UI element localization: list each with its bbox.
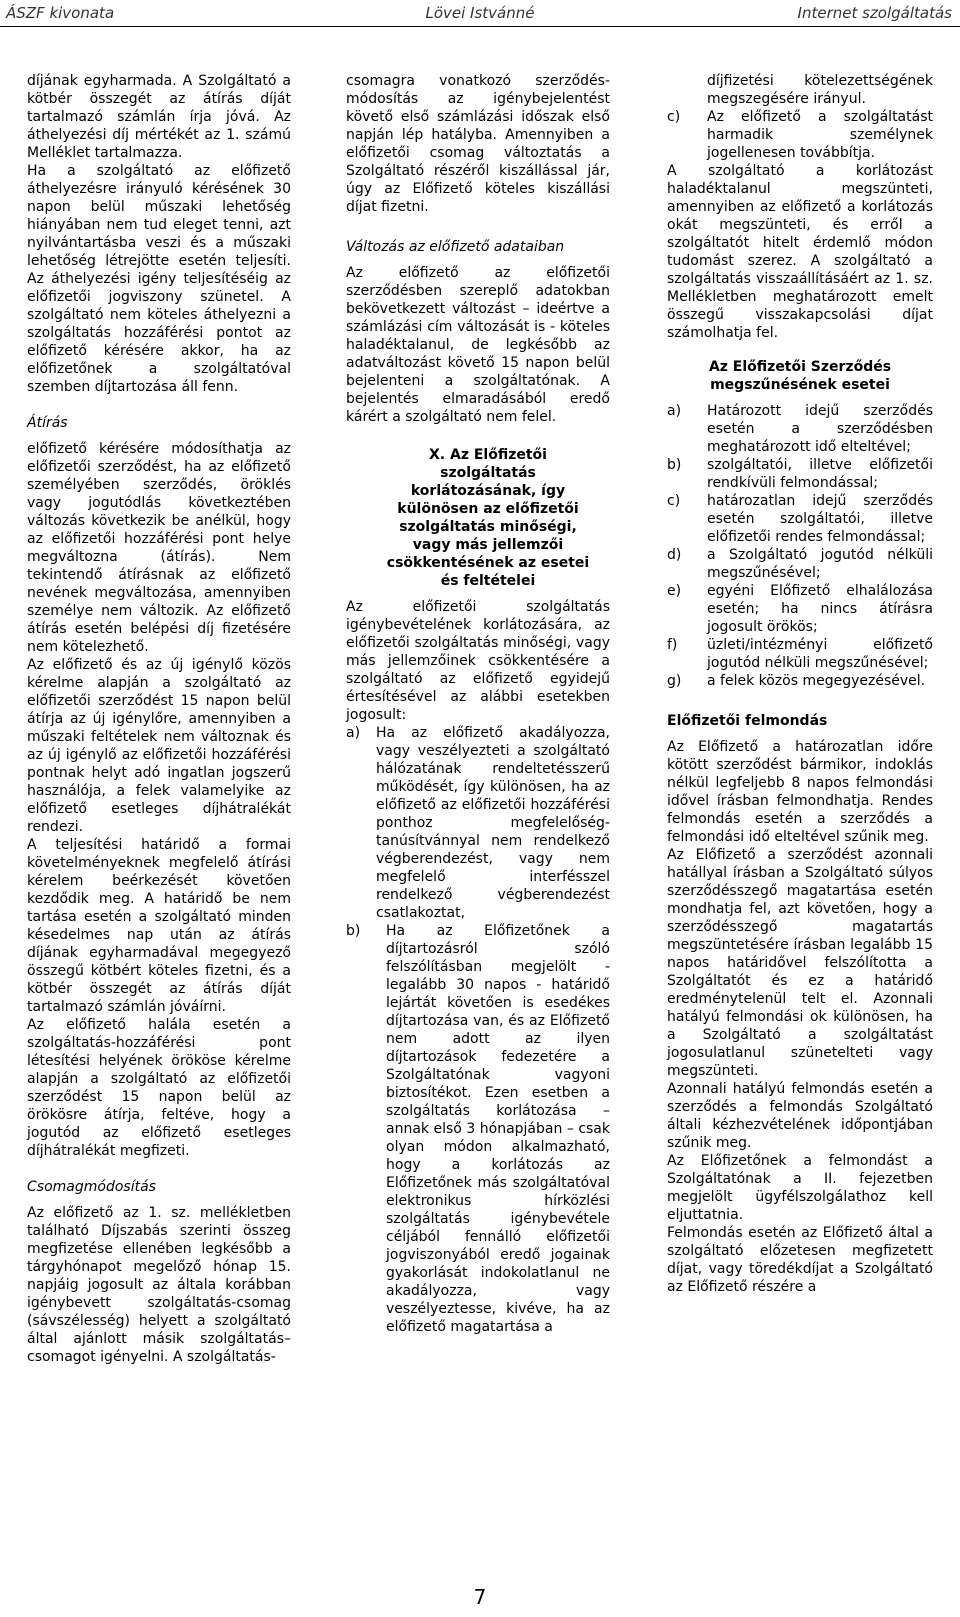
list-marker: c) <box>667 109 681 125</box>
list-item <box>667 546 933 582</box>
list-text: üzleti/intézményi előfizető jogutód nélküli megszűnésével; <box>707 637 933 671</box>
list-item <box>667 582 933 636</box>
list-marker: a) <box>346 725 361 741</box>
list-text: szolgáltatói, illetve előfizetői rendkívüli felmondással; <box>707 457 933 491</box>
paragraph: Az előfizetői szolgáltatás igénybevételének korlátozására, az előfizetői szolgáltatás minőségi, vagy más jellemzőinek csökkentésére a szolgáltató az előfizető egyidejű értesítésével az alábbi esetekben jogosult: <box>346 599 610 723</box>
paragraph: Ha a szolgáltató az előfizető áthelyezésre irányuló kérésének 30 napon belül műszaki lehetőség hiányában nem tud eleget tenni, azt nyilvántartásba veszi és a műszaki lehetőség létrejötte esetén teljesíti. Az áthelyezési igény teljesítéséig az előfizetői jogviszony szünetel. A szolgáltató nem köteles áthelyezni a szolgáltatás hozzáférési pontot az előfizető kérésére akkor, ha az előfizetőnek a szolgáltatóval szemben díjtartozása áll fenn. <box>27 163 291 395</box>
paragraph: Az előfizető az előfizetői szerződésben szereplő adatokban bekövetkezett változást – ideértve a számlázási cím változását is - köteles haladéktalanul, de legkésőbb az adatváltozást követő 15 napon belül bejelenteni a szolgáltatónak. A bejelentés elmaradásából eredő kárért a szolgáltató nem felel. <box>346 265 610 425</box>
section-heading-megszunes: Az Előfizetői Szerződés megszűnésének esetei <box>708 359 892 393</box>
list-text: egyéni Előfizető elhalálozása esetén; ha nincs átírásra jogosult örökös; <box>707 583 933 635</box>
paragraph: csomagra vonatkozó szerződés-módosítás az igénybejelentést követő első számlázási időszak első napján lép hatályba. Amennyiben a előfizetői csomag változtatás a Szolgáltató részéről kiszállással jár, úgy az Előfizető köteles kiszállási díjat fizetni. <box>346 73 610 215</box>
section-title-atiras: Átírás <box>27 415 68 431</box>
list-marker: a) <box>667 403 682 419</box>
paragraph: A teljesítési határidő a formai követelményeknek megfelelő átírási kérelem beérkezését követően kezdődik meg. A határidő be nem tartása esetén a szolgáltató minden késedelmes nap után az átírás díjának egyharmadával megegyező összegű kötbért köteles fizetni, és a kötbér összegét az átírás díját tartalmazó számlán jóváírni. <box>27 837 291 1015</box>
list-text: Határozott idejű szerződés esetén a szerződésben meghatározott idő elteltével; <box>707 403 933 455</box>
list-marker: b) <box>346 923 361 939</box>
paragraph: Az előfizető az 1. sz. mellékletben található Díjszabás szerinti összeg megfizetése ellenében legkésőbb a tárgyhónapot megelőző hónap 15. napjáig jogosult az általa korábban igénybevett szolgáltatás-csomag (sávszélesség) helyett a szolgáltató által ajánlott másik szolgáltatás–csomagot igényelni. A szolgáltatás- <box>27 1205 291 1365</box>
list-item <box>667 672 933 690</box>
list-text: Ha az Előfizetőnek a díjtartozásról szóló felszólításban megjelölt - legalább 30 napos - határidő lejártát követően is esedékes díjtartozása van, és az Előfizető nem adott az ilyen díjtartozások fedezetére a Szolgáltatónak vagyoni biztosítékot. Ezen esetben a szolgáltatás korlátozása – annak első 3 hónapjában – csak olyan módon alkalmazható, hogy a korlátozás az Előfizetőnek más szolgáltatóval elektronikus hírközlési szolgáltatás igénybevétele céljából fennálló előfizetői jogviszonyából eredő jogainak gyakorlását indokolatlanul ne akadályozza, vagy veszélyeztesse, kivéve, ha az előfizető magatartása a <box>386 923 610 1335</box>
list-item <box>667 456 933 492</box>
column-3 <box>667 72 933 1296</box>
header-service: Internet szolgáltatás <box>797 4 952 22</box>
list-item <box>667 402 933 456</box>
paragraph: előfizető kérésére módosíthatja az előfizetői szerződést, ha az előfizető személyében szerződés, öröklés vagy jogutódlás következtében változás következik be anélkül, hogy az előfizetői hozzáférési pont helye megváltozna (átírás). Nem tekintendő átírásnak az előfizető nevének megváltozása, amennyiben személye nem változik. Az előfizető átírás esetén belépési díj fizetésére nem kötelezhető. <box>27 441 291 655</box>
list-text: a felek közös megegyezésével. <box>707 673 926 689</box>
list-text: határozatlan idejű szerződés esetén szolgáltatói, illetve előfizetői rendes felmondással; <box>707 493 933 545</box>
list-text: a Szolgáltató jogutód nélküli megszűnésével; <box>707 547 933 581</box>
list-item <box>346 922 610 1336</box>
section-title-felmondas: Előfizetői felmondás <box>667 713 828 729</box>
paragraph: Az Előfizető a határozatlan időre kötött szerződést bármikor, indoklás nélkül legfeljebb 8 napos felmondási idővel írásban felmondhatja. Rendes felmondás esetén a szerződés a felmondási idő elteltével szűnik meg. <box>667 739 933 845</box>
section-title-csomagmodositas: Csomagmódosítás <box>27 1179 156 1195</box>
list-marker: b) <box>667 457 682 473</box>
column-2 <box>346 72 610 1336</box>
page-header <box>0 0 960 27</box>
paragraph: Felmondás esetén az Előfizető által a szolgáltató előzetesen megfizetett díjat, vagy töredékdíjat a Szolgáltató az Előfizető részére a <box>667 1225 933 1295</box>
list-marker: f) <box>667 637 678 653</box>
list-text: Az előfizető a szolgáltatást harmadik személynek jogellenesen továbbítja. <box>707 109 933 161</box>
list-marker: e) <box>667 583 682 599</box>
paragraph: Az Előfizetőnek a felmondást a Szolgáltatónak a II. fejezetben megjelölt ügyfélszolgálathoz kell eljuttatnia. <box>667 1153 933 1223</box>
list-item <box>667 636 933 672</box>
paragraph: Az Előfizető a szerződést azonnali hatállyal írásban a Szolgáltató súlyos szerződésszegő magatartása esetén mondhatja fel, azt követően, hogy a szerződésszegő magatartás megszüntetésére írásban legalább 15 napos határidővel felszólította a Szolgáltatót és ez a határidő eredménytelenül telt el. Azonnali hatályú felmondási ok különösen, ha a Szolgáltató a szolgáltatást jogosulatlanul szünetelteti vagy megszünteti. <box>667 847 933 1079</box>
list-marker: d) <box>667 547 682 563</box>
list-item <box>667 492 933 546</box>
list-marker: g) <box>667 673 682 689</box>
header-author: Lövei Istvánné <box>425 4 535 22</box>
list-marker: c) <box>667 493 681 509</box>
header-doc-title: ÁSZF kivonata <box>6 4 115 22</box>
paragraph: A szolgáltató a korlátozást haladéktalanul megszünteti, amennyiben az előfizető a korlátozás okát megszünteti, és erről a szolgáltatót hitelt érdemlő módon tudomást szerez. A szolgáltató a szolgáltatás visszaállításáért az 1. sz. Mellékletben meghatározott emelt összegű visszakapcsolási díjat számolhatja fel. <box>667 163 933 341</box>
list-item <box>346 724 610 922</box>
paragraph: Az előfizető halála esetén a szolgáltatás-hozzáférési pont létesítési helyének örököse kérelme alapján a szolgáltató az előfizetői szerződést 15 napon belül az örökösre átírja, feltéve, hogy a jogutód az előfizető esetleges díjhátralékát megfizeti. <box>27 1017 291 1159</box>
section-heading-x: X. Az Előfizetői szolgáltatás korlátozásának, így különösen az előfizetői szolgáltatás minőségi, vagy más jellemzői csökkentésének az esetei és feltételei <box>386 447 590 589</box>
section-title-valtozas: Változás az előfizető adataiban <box>346 239 565 255</box>
list-item <box>667 108 933 162</box>
list-text: Ha az előfizető akadályozza, vagy veszélyezteti a szolgáltató hálózatának rendeltetésszerű működését, így különösen, ha az előfizető az előfizetői hozzáférési ponthoz megfelelőség-tanúsítvánnyal nem rendelkező végberendezést, vagy nem megfelelő interfésszel rendelkező végberendezést csatlakoztat, <box>376 725 610 921</box>
page-number: 7 <box>473 1585 487 1609</box>
paragraph: díjfizetési kötelezettségének megszegésére irányul. <box>707 73 933 107</box>
column-1 <box>27 72 291 1366</box>
paragraph: Az előfizető és az új igénylő közös kérelme alapján a szolgáltató az előfizetői szerződést 15 napon belül átírja az új igénylőre, amennyiben a műszaki feltételek nem változnak és az új igénylő az előfizetői hozzáférési pontnak helyt adó ingatlan jogszerű használója, a felek valamelyike az előfizető esetleges díjhátralékát rendezi. <box>27 657 291 835</box>
paragraph: Azonnali hatályú felmondás esetén a szerződés a felmondás Szolgáltató általi kézhezvételének időpontjában szűnik meg. <box>667 1081 933 1151</box>
paragraph: díjának egyharmada. A Szolgáltató a kötbér összegét az átírás díját tartalmazó számlán írja jóvá. Az áthelyezési díj mértékét az 1. számú Melléklet tartalmazza. <box>27 73 291 161</box>
